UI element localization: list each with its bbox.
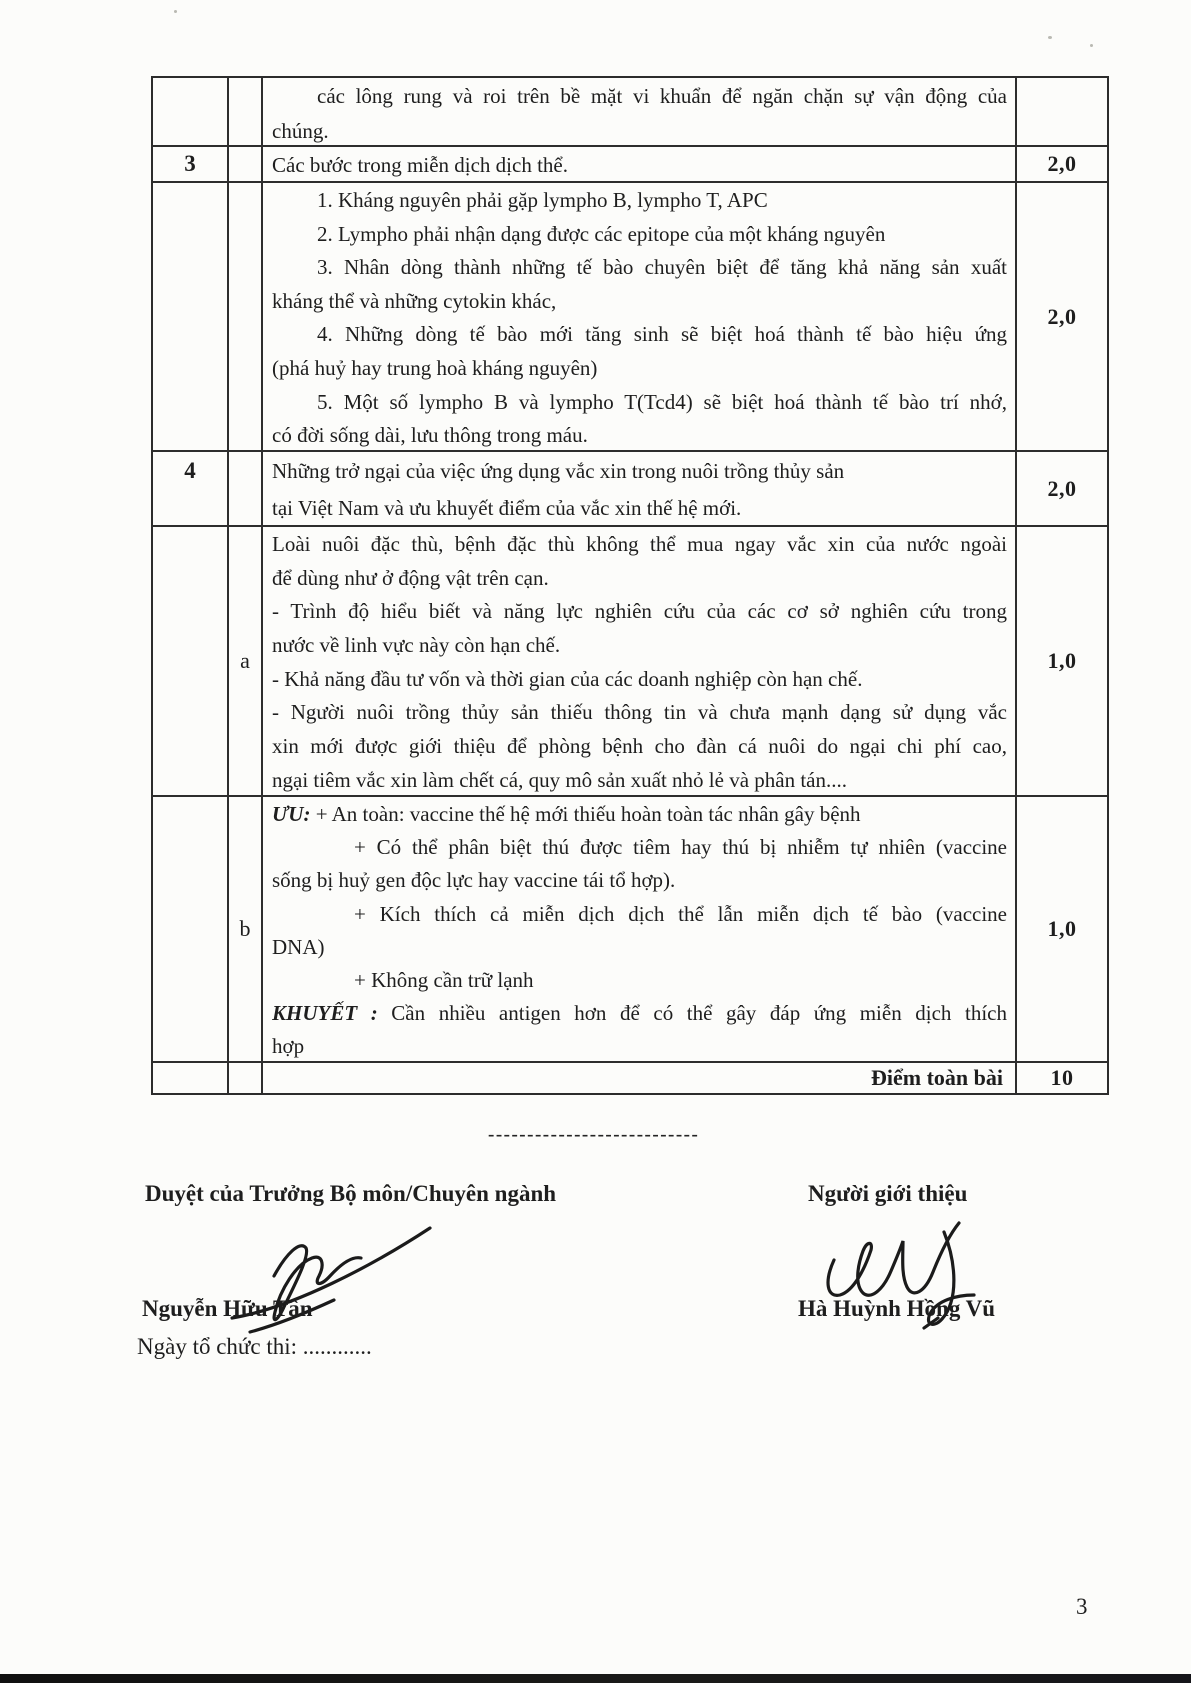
question-number-cell — [153, 183, 229, 452]
question-title-line: Các bước trong miễn dịch dịch thể. — [272, 153, 568, 177]
answer-line: để dùng như ở động vật trên cạn. — [272, 565, 549, 590]
introducer-title: Người giới thiệu — [808, 1181, 968, 1206]
scan-speck — [174, 10, 177, 13]
answer-line: 2. Lympho phải nhận dạng được các epitope của một kháng nguyên — [317, 221, 886, 246]
approver-title: Duyệt của Trưởng Bộ môn/Chuyên ngành — [145, 1181, 557, 1206]
total-points: 10 — [1050, 1065, 1074, 1090]
scan-speck — [1090, 44, 1093, 47]
answer-line: kháng thể và những cytokin khác, — [272, 288, 557, 313]
answer-line: - Khả năng đầu tư vốn và thời gian của các doanh nghiệp còn hạn chế. — [272, 666, 863, 691]
answer-line: ngại tiêm vắc xin làm chết cá, quy mô sản xuất nhỏ lẻ và phân tán.... — [272, 767, 847, 792]
question-title-line: tại Việt Nam và ưu khuyết điểm của vắc xin thế hệ mới. — [272, 496, 742, 521]
answer-line: (phá huỷ hay trung hoà kháng nguyên) — [272, 355, 598, 380]
question-number-cell: 4 — [153, 452, 229, 527]
answer-line: KHUYẾT : Cần nhiều antigen hơn để có thể gây đáp ứng miễn dịch thích — [272, 1001, 1007, 1026]
approver-name: Nguyễn Hữu Tân — [142, 1296, 313, 1321]
question-title-line: Những trở ngại của việc ứng dụng vắc xin trong nuôi trồng thủy sản — [272, 459, 845, 483]
page-number: 3 — [1076, 1594, 1088, 1619]
answer-line: + Kích thích cả miễn dịch dịch thể lẫn miễn dịch tế bào (vaccine — [354, 901, 1007, 926]
answer-line: + Không cần trữ lạnh — [354, 967, 534, 992]
points-cell: 2,0 — [1017, 183, 1107, 452]
sub-letter-cell — [229, 147, 263, 183]
question-number-cell — [153, 78, 229, 147]
answer-line: DNA) — [272, 934, 325, 959]
scan-edge-bar — [0, 1674, 1191, 1683]
question-number-cell — [153, 1063, 229, 1093]
answer-content-cell — [263, 452, 1017, 527]
sub-letter-cell: a — [229, 527, 263, 797]
answer-line: - Người nuôi trồng thủy sản thiếu thông tin và chưa mạnh dạng sử dụng vắc — [272, 700, 1007, 725]
question-number-cell — [153, 527, 229, 797]
points-cell: 2,0 — [1017, 147, 1107, 183]
introducer-name: Hà Huỳnh Hồng Vũ — [798, 1296, 996, 1321]
answer-line: ƯU: + An toàn: vaccine thế hệ mới thiếu hoàn toàn tác nhân gây bệnh — [272, 802, 861, 826]
question-number-cell: 3 — [153, 147, 229, 183]
answer-line: chúng. — [272, 118, 329, 143]
answer-line: 1. Kháng nguyên phải gặp lympho B, lympho T, APC — [317, 188, 768, 212]
question-number-cell — [153, 797, 229, 1063]
sub-letter-cell: b — [229, 797, 263, 1063]
scoring-table — [151, 76, 1109, 1095]
answer-line: Loài nuôi đặc thù, bệnh đặc thù không thể mua ngay vắc xin của nước ngoài — [272, 532, 1007, 556]
answer-line: các lông rung và roi trên bề mặt vi khuẩn để ngăn chặn sự vận động của — [317, 84, 1007, 108]
answer-content-cell — [263, 797, 1017, 1063]
answer-line: có đời sống dài, lưu thông trong máu. — [272, 423, 588, 448]
sub-letter-cell — [229, 452, 263, 527]
points-cell — [1017, 78, 1107, 147]
total-row-label: Điểm toàn bài — [263, 1063, 1017, 1093]
points-cell: 2,0 — [1017, 452, 1107, 527]
sub-letter-cell — [229, 78, 263, 147]
khuyet-lead-label: KHUYẾT : — [272, 1001, 378, 1026]
answer-line: hợp — [272, 1034, 305, 1059]
answer-content-cell — [263, 183, 1017, 452]
answer-content-cell — [263, 78, 1017, 147]
uu-lead-label: ƯU: — [272, 802, 311, 826]
answer-line: 4. Những dòng tế bào mới tăng sinh sẽ biệt hoá thành tế bào hiệu ứng — [317, 322, 1007, 347]
answer-content-cell — [263, 147, 1017, 183]
answer-line: - Trình độ hiểu biết và năng lực nghiên cứu của các cơ sở nghiên cứu trong — [272, 599, 1007, 624]
answer-content-cell — [263, 527, 1017, 797]
sub-letter-cell — [229, 1063, 263, 1093]
dashed-separator: --------------------------- — [488, 1124, 700, 1145]
exam-date-line: Ngày tổ chức thi: ............ — [137, 1334, 372, 1359]
answer-line: + Có thể phân biệt thú được tiêm hay thú bị nhiễm tự nhiên (vaccine — [354, 835, 1007, 860]
answer-line: 3. Nhân dòng thành những tế bào chuyên biệt để tăng khả năng sản xuất — [317, 255, 1007, 280]
points-cell: 1,0 — [1017, 527, 1107, 797]
points-cell: 1,0 — [1017, 797, 1107, 1063]
scan-speck — [1048, 36, 1052, 39]
answer-line: 5. Một số lympho B và lympho T(Tcd4) sẽ biệt hoá thành tế bào trí nhớ, — [317, 389, 1007, 414]
answer-line: nước về linh vực này còn hạn chế. — [272, 633, 561, 658]
sub-letter-cell — [229, 183, 263, 452]
answer-line: sống bị huỷ gen độc lực hay vaccine tái tổ hợp). — [272, 868, 676, 893]
answer-line: xin mới được giới thiệu để phòng bệnh cho đàn cá nuôi do ngại chi phí cao, — [272, 734, 1007, 759]
